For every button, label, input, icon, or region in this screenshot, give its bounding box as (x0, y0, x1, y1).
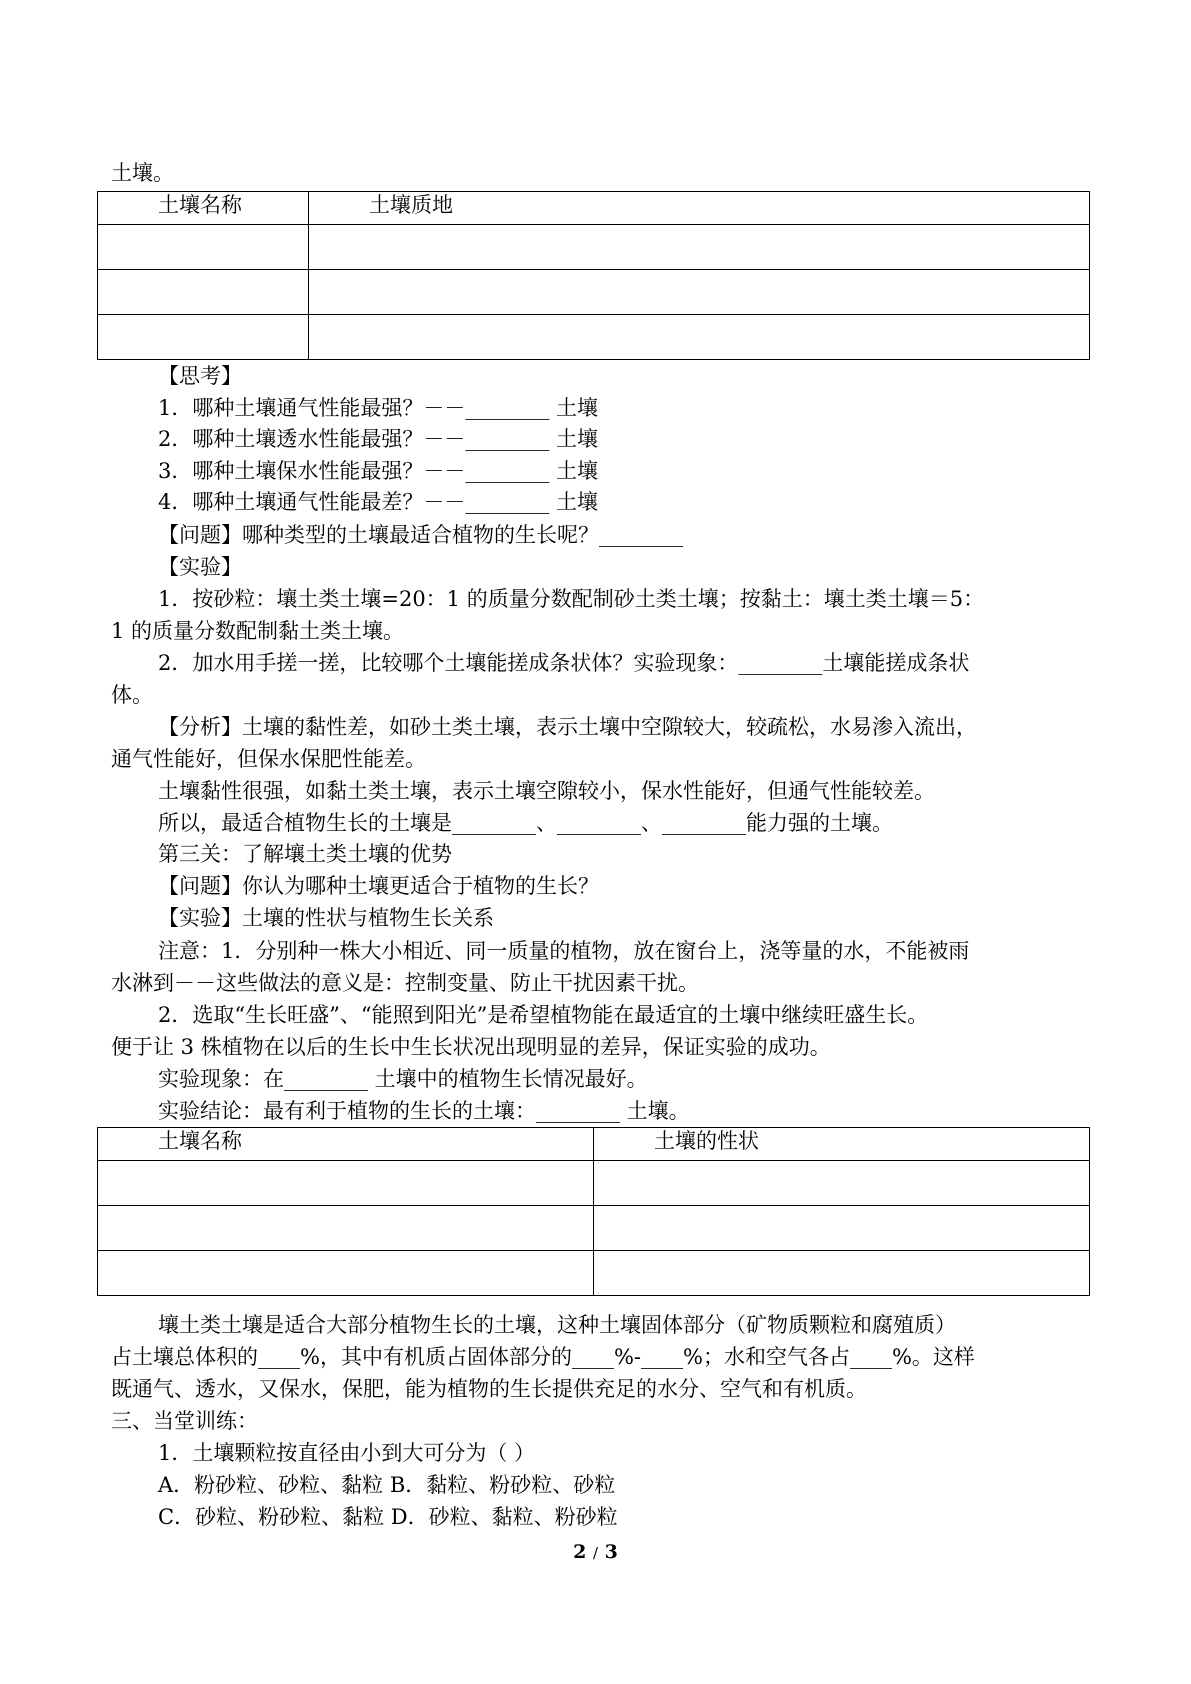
page-number (0, 1541, 1191, 1563)
exercise-options: C．砂粒、粉砂粒、黏粒 D．砂粒、黏粒、粉砂粒 (158, 1505, 618, 1529)
page-separator: / (592, 1544, 599, 1562)
body-line: 通气性能好，但保水保肥性能差。 (111, 747, 426, 771)
table-cell[interactable] (309, 315, 1090, 360)
table-cell[interactable] (98, 270, 309, 315)
page-total: 3 (604, 1541, 618, 1563)
table-row (98, 315, 1090, 360)
table-cell[interactable] (594, 1161, 1090, 1206)
result-line: 实验现象：在________ 土壤中的植物生长情况最好。 (158, 1067, 648, 1091)
problem-line: 【问题】你认为哪种土壤更适合于植物的生长？ (158, 874, 599, 898)
page-current: 2 (573, 1541, 587, 1563)
table-cell[interactable] (98, 1206, 594, 1251)
table-cell[interactable] (309, 225, 1090, 270)
analysis-line: 【分析】土壤的黏性差，如砂土类土壤，表示土壤中空隙较大，较疏松，水易渗入流出， (158, 715, 977, 739)
question-line: 3．哪种土壤保水性能最强？－－________ 土壤 (158, 459, 599, 483)
exercise-options: A．粉砂粒、砂粒、黏粒 B．黏粒、粉砂粒、砂粒 (158, 1473, 616, 1497)
section-heading: 第三关：了解壤土类土壤的优势 (158, 842, 452, 866)
body-line: 土壤黏性很强，如黏土类土壤，表示土壤空隙较小，保水性能好，但通气性能较差。 (158, 779, 935, 803)
table-cell[interactable] (594, 1251, 1090, 1296)
exercise-question: 1．土壤颗粒按直径由小到大可分为（ ） (158, 1441, 536, 1465)
table-cell[interactable] (98, 315, 309, 360)
table-row (98, 1161, 1090, 1206)
problem-line: 【问题】哪种类型的土壤最适合植物的生长呢？________ (158, 523, 683, 547)
body-line: 2．选取“生长旺盛”、“能照到阳光”是希望植物能在最适宜的土壤中继续旺盛生长。 (158, 1003, 929, 1027)
table-header-cell: 土壤名称 (98, 192, 309, 225)
body-line: 所以，最适合植物生长的土壤是________、________、________能力强的土壤。 (158, 811, 893, 835)
table-cell[interactable] (98, 1161, 594, 1206)
experiment-heading: 【实验】 (158, 555, 242, 579)
table-cell[interactable] (594, 1206, 1090, 1251)
table-row (98, 225, 1090, 270)
table-cell[interactable] (309, 270, 1090, 315)
body-line: 体。 (111, 683, 153, 707)
table-row (98, 1206, 1090, 1251)
table-cell[interactable] (98, 225, 309, 270)
question-line: 1．哪种土壤通气性能最强？－－________ 土壤 (158, 396, 599, 420)
table-cell[interactable] (98, 1251, 594, 1296)
soil-texture-table (97, 191, 1090, 360)
body-line: 既通气、透水，又保水，保肥，能为植物的生长提供充足的水分、空气和有机质。 (111, 1377, 867, 1401)
body-line: 1 的质量分数配制黏土类土壤。 (111, 619, 405, 643)
table-header-cell: 土壤名称 (98, 1128, 594, 1161)
body-line: 2．加水用手搓一搓，比较哪个土壤能搓成条状体？实验现象：________土壤能搓成条状 (158, 651, 970, 675)
body-line: 1．按砂粒：壤土类土壤=20：1 的质量分数配制砂土类土壤；按黏土：壤土类土壤＝5： (158, 587, 985, 611)
section-heading: 三、当堂训练： (111, 1409, 258, 1433)
body-line: 占土壤总体积的____%，其中有机质占固体部分的____%-____%；水和空气各占____%。这样 (111, 1345, 975, 1369)
question-line: 4．哪种土壤通气性能最差？－－________ 土壤 (158, 490, 599, 514)
table-header-cell: 土壤质地 (309, 192, 1090, 225)
table-header-cell: 土壤的性状 (594, 1128, 1090, 1161)
body-line: 便于让 3 株植物在以后的生长中生长状况出现明显的差异，保证实验的成功。 (111, 1035, 831, 1059)
body-line: 壤土类土壤是适合大部分植物生长的土壤，这种土壤固体部分（矿物质颗粒和腐殖质） (158, 1313, 956, 1337)
table-row (98, 270, 1090, 315)
table-row (98, 1251, 1090, 1296)
top-line: 土壤。 (111, 161, 174, 185)
question-line: 2．哪种土壤透水性能最强？－－________ 土壤 (158, 427, 599, 451)
experiment-heading: 【实验】土壤的性状与植物生长关系 (158, 906, 494, 930)
soil-property-table (97, 1127, 1090, 1296)
conclusion-line: 实验结论：最有利于植物的生长的土壤：________ 土壤。 (158, 1099, 690, 1123)
body-line: 注意：1．分别种一株大小相近、同一质量的植物，放在窗台上，浇等量的水，不能被雨 (158, 939, 970, 963)
body-line: 水淋到－－这些做法的意义是：控制变量、防止干扰因素干扰。 (111, 971, 699, 995)
think-heading: 【思考】 (158, 364, 242, 388)
